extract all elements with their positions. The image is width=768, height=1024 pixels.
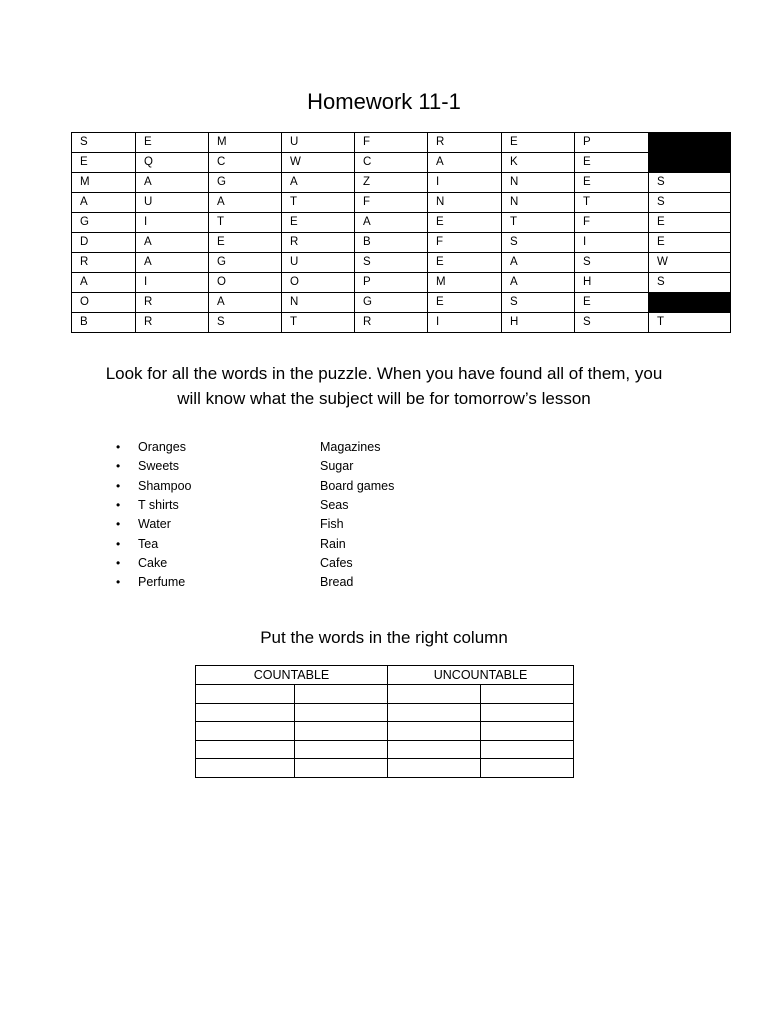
puzzle-letter-cell: R bbox=[72, 253, 136, 273]
puzzle-letter-cell: B bbox=[355, 233, 428, 253]
puzzle-letter-cell: A bbox=[72, 193, 136, 213]
answer-row bbox=[196, 722, 574, 741]
puzzle-letter-cell: S bbox=[209, 313, 282, 333]
puzzle-letter-cell: G bbox=[209, 253, 282, 273]
puzzle-letter-cell: I bbox=[136, 273, 209, 293]
word-list-item: Cake bbox=[138, 555, 168, 570]
puzzle-row bbox=[72, 173, 731, 193]
puzzle-blackout-cell bbox=[649, 153, 731, 173]
puzzle-letter-cell: P bbox=[355, 273, 428, 293]
puzzle-letter-cell: F bbox=[355, 193, 428, 213]
puzzle-row bbox=[72, 273, 731, 293]
bullet-icon: • bbox=[116, 575, 121, 590]
puzzle-letter-cell: A bbox=[136, 173, 209, 193]
answer-cell[interactable] bbox=[196, 740, 295, 759]
puzzle-letter-cell: R bbox=[428, 133, 502, 153]
puzzle-letter-cell: E bbox=[428, 253, 502, 273]
puzzle-letter-cell: I bbox=[575, 233, 649, 253]
answer-cell[interactable] bbox=[481, 703, 574, 722]
puzzle-row bbox=[72, 313, 731, 333]
puzzle-letter-cell: R bbox=[136, 293, 209, 313]
puzzle-letter-cell: R bbox=[282, 233, 355, 253]
puzzle-letter-cell: T bbox=[282, 313, 355, 333]
answer-cell[interactable] bbox=[196, 685, 295, 704]
bullet-icon: • bbox=[116, 517, 121, 532]
puzzle-letter-cell: H bbox=[575, 273, 649, 293]
word-list-item: Oranges bbox=[138, 440, 186, 454]
page-title: Homework 11-1 bbox=[307, 89, 461, 114]
word-list-item: Fish bbox=[320, 517, 344, 532]
answer-cell[interactable] bbox=[481, 722, 574, 741]
puzzle-letter-cell: A bbox=[136, 253, 209, 273]
answer-cell[interactable] bbox=[388, 740, 481, 759]
uncountable-header: UNCOUNTABLE bbox=[388, 666, 574, 685]
puzzle-letter-cell: P bbox=[575, 133, 649, 153]
puzzle-letter-cell: T bbox=[502, 213, 575, 233]
puzzle-letter-cell: A bbox=[209, 193, 282, 213]
bullet-icon: • bbox=[116, 497, 121, 512]
puzzle-letter-cell: A bbox=[502, 273, 575, 293]
puzzle-letter-cell: U bbox=[282, 133, 355, 153]
answer-row bbox=[196, 685, 574, 704]
puzzle-letter-cell: R bbox=[136, 313, 209, 333]
bullet-icon: • bbox=[116, 555, 121, 570]
puzzle-row bbox=[72, 293, 731, 313]
word-list-item: Perfume bbox=[138, 575, 186, 590]
puzzle-letter-cell: I bbox=[428, 173, 502, 193]
word-list-item: Sugar bbox=[320, 459, 354, 474]
puzzle-letter-cell: D bbox=[72, 233, 136, 253]
puzzle-letter-cell: S bbox=[72, 133, 136, 153]
word-search-grid bbox=[71, 132, 731, 333]
puzzle-letter-cell: M bbox=[72, 173, 136, 193]
bullet-icon: • bbox=[116, 440, 121, 454]
puzzle-letter-cell: B bbox=[72, 313, 136, 333]
puzzle-row bbox=[72, 133, 731, 153]
puzzle-letter-cell: A bbox=[209, 293, 282, 313]
answer-cell[interactable] bbox=[388, 685, 481, 704]
puzzle-letter-cell: A bbox=[282, 173, 355, 193]
puzzle-letter-cell: E bbox=[502, 133, 575, 153]
puzzle-blackout-cell bbox=[649, 133, 731, 153]
puzzle-letter-cell: S bbox=[355, 253, 428, 273]
answer-cell[interactable] bbox=[196, 722, 295, 741]
puzzle-letter-cell: Z bbox=[355, 173, 428, 193]
answer-table bbox=[195, 665, 574, 778]
word-list-item: Water bbox=[138, 517, 171, 532]
instructions bbox=[60, 361, 708, 411]
puzzle-letter-cell: O bbox=[209, 273, 282, 293]
puzzle-letter-cell: H bbox=[502, 313, 575, 333]
bullet-icon: • bbox=[116, 459, 121, 474]
bullet-icon: • bbox=[116, 536, 121, 551]
puzzle-letter-cell: G bbox=[209, 173, 282, 193]
answer-cell[interactable] bbox=[295, 759, 388, 778]
word-list-item: T shirts bbox=[138, 497, 179, 512]
puzzle-row bbox=[72, 193, 731, 213]
puzzle-letter-cell: O bbox=[282, 273, 355, 293]
puzzle-letter-cell: G bbox=[355, 293, 428, 313]
puzzle-letter-cell: S bbox=[575, 313, 649, 333]
answer-cell[interactable] bbox=[388, 759, 481, 778]
answer-row bbox=[196, 703, 574, 722]
puzzle-row bbox=[72, 253, 731, 273]
answer-cell[interactable] bbox=[481, 740, 574, 759]
word-list-item: Seas bbox=[320, 497, 349, 512]
puzzle-letter-cell: E bbox=[649, 233, 731, 253]
countable-header: COUNTABLE bbox=[196, 666, 388, 685]
answer-row bbox=[196, 740, 574, 759]
answer-cell[interactable] bbox=[481, 759, 574, 778]
puzzle-letter-cell: A bbox=[502, 253, 575, 273]
puzzle-letter-cell: R bbox=[355, 313, 428, 333]
puzzle-letter-cell: K bbox=[502, 153, 575, 173]
puzzle-letter-cell: E bbox=[649, 213, 731, 233]
answer-cell[interactable] bbox=[481, 685, 574, 704]
puzzle-letter-cell: S bbox=[575, 253, 649, 273]
puzzle-letter-cell: A bbox=[136, 233, 209, 253]
answer-cell[interactable] bbox=[388, 722, 481, 741]
word-list-item: Sweets bbox=[138, 459, 179, 474]
puzzle-letter-cell: I bbox=[428, 313, 502, 333]
answer-cell[interactable] bbox=[196, 759, 295, 778]
puzzle-letter-cell: E bbox=[72, 153, 136, 173]
word-list-item: Board games bbox=[320, 478, 395, 493]
puzzle-letter-cell: E bbox=[428, 293, 502, 313]
puzzle-letter-cell: Q bbox=[136, 153, 209, 173]
puzzle-letter-cell: E bbox=[575, 293, 649, 313]
puzzle-letter-cell: W bbox=[282, 153, 355, 173]
puzzle-letter-cell: W bbox=[649, 253, 731, 273]
puzzle-letter-cell: S bbox=[502, 233, 575, 253]
answer-cell[interactable] bbox=[196, 703, 295, 722]
puzzle-letter-cell: A bbox=[72, 273, 136, 293]
puzzle-letter-cell: E bbox=[209, 233, 282, 253]
puzzle-letter-cell: S bbox=[649, 193, 731, 213]
puzzle-letter-cell: S bbox=[502, 293, 575, 313]
puzzle-letter-cell: M bbox=[209, 133, 282, 153]
puzzle-letter-cell: F bbox=[428, 233, 502, 253]
puzzle-letter-cell: A bbox=[355, 213, 428, 233]
puzzle-letter-cell: N bbox=[428, 193, 502, 213]
puzzle-blackout-cell bbox=[649, 293, 731, 313]
puzzle-letter-cell: S bbox=[649, 173, 731, 193]
puzzle-letter-cell: C bbox=[355, 153, 428, 173]
answer-cell[interactable] bbox=[295, 740, 388, 759]
answer-cell[interactable] bbox=[388, 703, 481, 722]
answer-cell[interactable] bbox=[295, 685, 388, 704]
word-list-item: Bread bbox=[320, 575, 354, 590]
puzzle-letter-cell: U bbox=[282, 253, 355, 273]
puzzle-letter-cell: N bbox=[502, 193, 575, 213]
puzzle-letter-cell: T bbox=[649, 313, 731, 333]
puzzle-letter-cell: M bbox=[428, 273, 502, 293]
word-list-item: Cafes bbox=[320, 555, 353, 570]
answer-row bbox=[196, 759, 574, 778]
puzzle-letter-cell: N bbox=[282, 293, 355, 313]
puzzle-letter-cell: E bbox=[282, 213, 355, 233]
instructions-line-1: Look for all the words in the puzzle. When you have found all of them, you bbox=[105, 364, 663, 383]
puzzle-letter-cell: T bbox=[282, 193, 355, 213]
puzzle-letter-cell: A bbox=[428, 153, 502, 173]
word-list-item: Rain bbox=[320, 536, 346, 551]
instructions-line-2: will know what the subject will be for tomorrow’s lesson bbox=[177, 389, 591, 408]
puzzle-row bbox=[72, 213, 731, 233]
puzzle-letter-cell: O bbox=[72, 293, 136, 313]
word-list-item: Magazines bbox=[320, 440, 381, 454]
answer-cell[interactable] bbox=[295, 722, 388, 741]
puzzle-letter-cell: F bbox=[355, 133, 428, 153]
puzzle-letter-cell: E bbox=[136, 133, 209, 153]
puzzle-letter-cell: U bbox=[136, 193, 209, 213]
puzzle-letter-cell: I bbox=[136, 213, 209, 233]
puzzle-letter-cell: S bbox=[649, 273, 731, 293]
bullet-icon: • bbox=[116, 478, 121, 493]
puzzle-letter-cell: N bbox=[502, 173, 575, 193]
word-list-item: Tea bbox=[138, 536, 159, 551]
puzzle-row bbox=[72, 153, 731, 173]
puzzle-letter-cell: E bbox=[428, 213, 502, 233]
answer-cell[interactable] bbox=[295, 703, 388, 722]
word-list-item: Shampoo bbox=[138, 478, 192, 493]
puzzle-letter-cell: C bbox=[209, 153, 282, 173]
puzzle-letter-cell: E bbox=[575, 153, 649, 173]
puzzle-letter-cell: T bbox=[575, 193, 649, 213]
puzzle-letter-cell: T bbox=[209, 213, 282, 233]
column-task-heading: Put the words in the right column bbox=[260, 628, 508, 647]
puzzle-letter-cell: G bbox=[72, 213, 136, 233]
puzzle-row bbox=[72, 233, 731, 253]
puzzle-letter-cell: F bbox=[575, 213, 649, 233]
puzzle-letter-cell: E bbox=[575, 173, 649, 193]
